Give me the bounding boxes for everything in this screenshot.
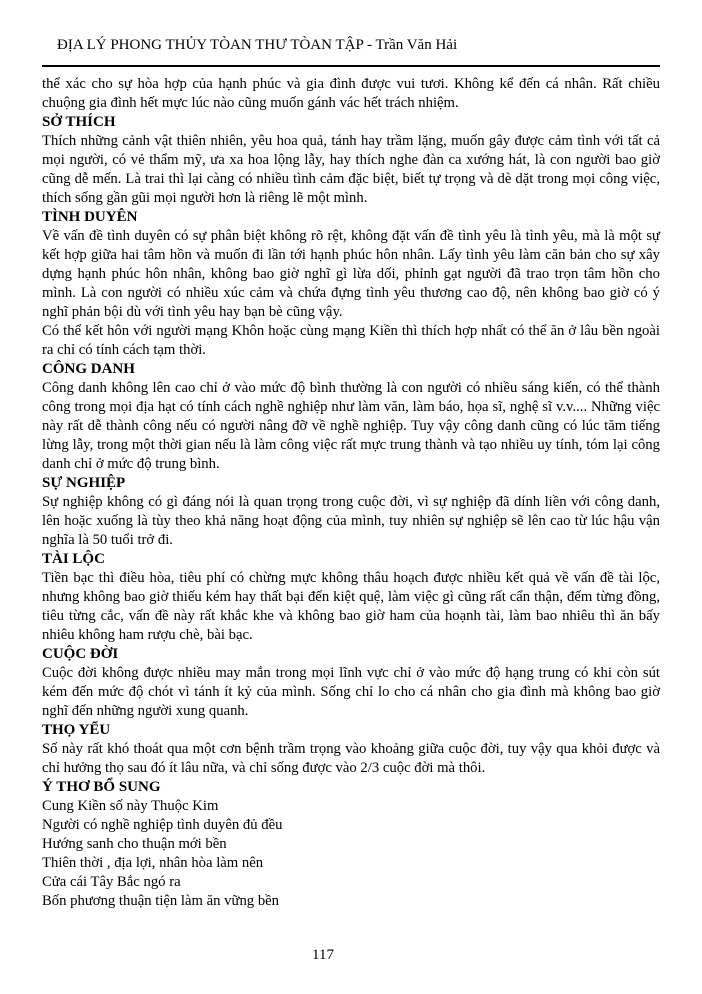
section-paragraph: Thích những cảnh vật thiên nhiên, yêu hoa quả, tánh hay trầm lặng, muốn gây được cảm tình với tất cả mọi người, có vẻ thẩm mỹ, ưa xa hoa lộng lẫy, hay thích nghe đàn ca xướng hát, là con người bao giờ cũng dễ mến. Là trai thì lại càng có nhiều tình cảm đặc biệt, biết tự trọng và dè dặt trong mọi công việc, thích sống gần gũi mọi người hơn là riêng lẽ một mình. bbox=[42, 133, 660, 206]
section-paragraph: Sự nghiệp không có gì đáng nói là quan trọng trong cuộc đời, vì sự nghiệp đã dính liền với công danh, lên hoặc xuống là tùy theo khả năng hoạt động của mình, tuy nhiên sự nghiệp sẽ lên cao từ lúc hậu vận nghĩa là 50 tuổi trở đi. bbox=[42, 494, 660, 548]
section-paragraph: Cuộc đời không được nhiều may mắn trong mọi lĩnh vực chỉ ở vào mức độ hạng trung có khi còn sút kém đến mức độ chót vì tánh ít kỷ của mình. Sống chỉ lo cho cá nhân cho gia đình mà không bao giờ nghĩ đến những người xung quanh. bbox=[42, 665, 660, 719]
section-heading-5: CUỘC ĐỜI bbox=[42, 646, 119, 662]
verse-line: Người có nghề nghiệp tình duyên đủ đều bbox=[42, 817, 283, 833]
section-paragraph: Có thể kết hôn với người mạng Khôn hoặc cùng mạng Kiền thì thích hợp nhất có thể ăn ở lâu bền ngoài ra chỉ có tính cách tạm thời. bbox=[42, 323, 660, 358]
section-paragraph: Công danh không lên cao chỉ ở vào mức độ bình thường là con người có nhiều sáng kiến, có thể thành công trong mọi địa hạt có tính cách nghề nghiệp như làm văn, làm báo, họa sĩ, nghệ sĩ v.v.... Những việc này rất dễ thành công nếu có người nâng đỡ về nghề nghiệp. Tuy vậy công danh cũng có lúc tăm tiếng lừng lẫy, trong một thời gian nếu là làm công việc rất mực trung thành và tạo nhiều uy tính, tóm lại công danh chỉ ở mức độ trung bình. bbox=[42, 380, 660, 472]
section-heading-2: CÔNG DANH bbox=[42, 361, 135, 377]
section-paragraph: Số này rất khó thoát qua một cơn bệnh trầm trọng vào khoảng giữa cuộc đời, tuy vậy qua khỏi được và chỉ hưởng thọ sau đó ít lâu nữa, và chỉ sống được vào 2/3 cuộc đời mà thôi. bbox=[42, 741, 660, 776]
verse-line: Bốn phương thuận tiện làm ăn vững bền bbox=[42, 893, 280, 909]
page-header bbox=[42, 34, 660, 56]
sections-container bbox=[42, 113, 660, 911]
section-paragraph: Tiền bạc thì điều hòa, tiêu phí có chừng mực không thâu hoạch được nhiều kết quả về vấn đề tài lộc, nhưng không bao giờ thiếu kém hay thất bại đến kiệt quệ, làm việc gì cũng rất cẩn thận, đếm từng đồng, tiêu từng cắc, vấn đề này rất khắc khe và không bao giờ ham của hoạnh tài, làm bao nhiêu thì ăn bấy nhiêu không ham rượu chè, bài bạc. bbox=[42, 570, 660, 643]
header-rule bbox=[42, 65, 660, 67]
intro-paragraph: thể xác cho sự hòa hợp của hạnh phúc và gia đình được vui tươi. Không kể đến cá nhân. Rất chiều chuộng gia đình hết mực lúc nào cũng muốn gánh vác hết trách nhiệm. bbox=[42, 76, 660, 111]
verse-line: Cung Kiền số này Thuộc Kim bbox=[42, 798, 219, 814]
page-footer bbox=[0, 947, 702, 964]
verse-line: Cửa cái Tây Bắc ngó ra bbox=[42, 874, 181, 890]
section-heading-1: TÌNH DUYÊN bbox=[42, 209, 138, 225]
verse-line: Hướng sanh cho thuận mới bền bbox=[42, 836, 227, 852]
section-heading-3: SỰ NGHIỆP bbox=[42, 475, 126, 491]
verse-line: Thiên thời , địa lợi, nhân hòa làm nên bbox=[42, 855, 264, 871]
section-heading-4: TÀI LỘC bbox=[42, 551, 105, 567]
section-paragraph: Về vấn đề tình duyên có sự phân biệt không rõ rệt, không đặt vấn đề tình yêu là tình yêu, mà là một sự kết hợp giữa hai tâm hồn và muốn đi lần tới hạnh phúc hôn nhân. Lấy tình yêu làm căn bản cho sự xây dựng hạnh phúc hôn nhân, không bao giờ nghĩ gì lừa dối, phỉnh gạt người đã trao trọn tâm hồn cho mình. Là con người có nhiều xúc cảm và chứa đựng tình yêu thương cao độ, nên không bao giờ có ý nghĩ phản bội dù với tình yêu hay bạn bè cũng vậy. bbox=[42, 228, 660, 320]
section-heading-6: THỌ YỂU bbox=[42, 722, 111, 738]
header-title: ĐỊA LÝ PHONG THỦY TÒAN THƯ TÒAN TẬP - Trần Văn Hải bbox=[57, 37, 458, 53]
page-number: 117 bbox=[312, 947, 334, 963]
section-heading-0: SỞ THÍCH bbox=[42, 114, 116, 130]
section-heading-7: Ý THƠ BỔ SUNG bbox=[42, 779, 161, 795]
